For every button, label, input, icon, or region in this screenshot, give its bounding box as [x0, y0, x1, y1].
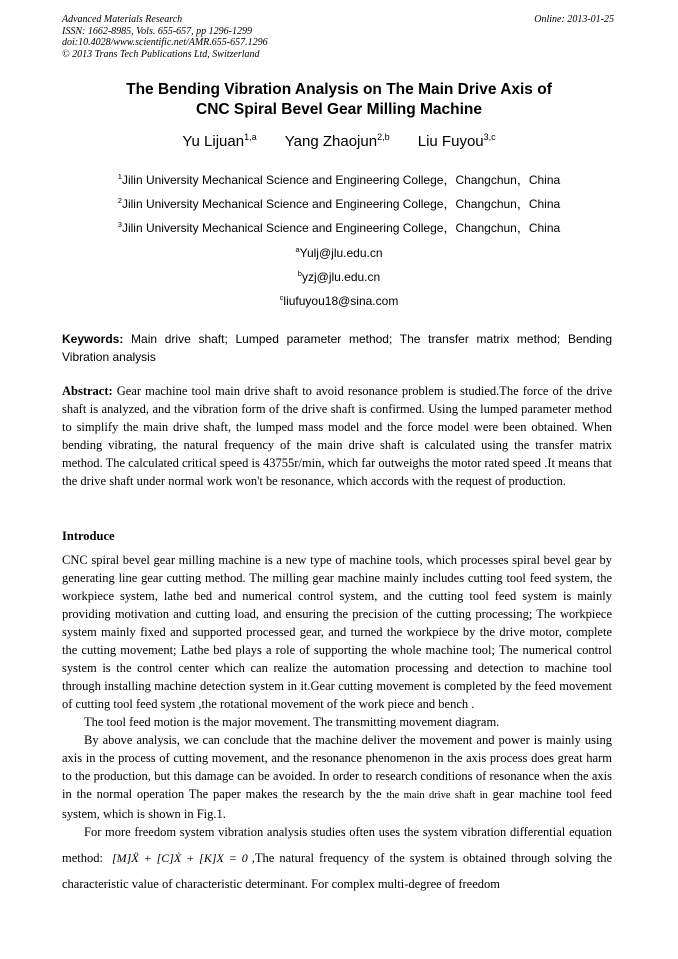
email [0, 245, 678, 260]
keywords-label: Keywords: [62, 332, 124, 346]
keywords [62, 330, 612, 366]
paragraph [62, 731, 612, 823]
affiliation [0, 195, 678, 212]
journal-meta [62, 14, 268, 60]
author-name: Yang Zhaojun [284, 133, 378, 150]
email-text: liufuyou18@sina.com [283, 294, 399, 308]
vibration-equation: [M]Ẍ + [C]Ẋ + [K]X = 0 [112, 851, 248, 865]
affiliation-text: Jilin University Mechanical Science and Engineering College，Changchun，China [121, 197, 561, 211]
author-sup: 2,b [377, 132, 390, 142]
paragraph: The tool feed motion is the major movement. The transmitting movement diagram. [84, 715, 500, 729]
abstract [62, 382, 612, 490]
email-text: Yulj@jlu.edu.cn [299, 246, 383, 260]
paragraph-small-text: the main drive shaft in [386, 790, 488, 801]
abstract-text: Gear machine tool main drive shaft to avoid resonance problem is studied.The force of the drive shaft is analyzed, and the vibration form of the drive shaft is confirmed. Using the lumped parameter method to simplify the main drive shaft, the lumped mass model and the force model were been obtained. When bending vibrating, the natural frequency of the main drive shaft is calculated using the transfer matrix method. The calculated critical speed is 43755r/min, which far outweighs the motor rated speed .It means that the drive shaft under normal work won't be resonance, which accords with the request of production. [62, 384, 612, 488]
affiliation-sup: 1 [117, 172, 122, 181]
email [0, 293, 678, 308]
affiliation [0, 171, 678, 188]
author-list [0, 132, 678, 150]
copyright-line: © 2013 Trans Tech Publications Ltd, Switzerland [62, 48, 260, 60]
author-sup: 1,a [244, 132, 257, 142]
online-date: Online: 2013-01-25 [534, 14, 614, 25]
author [182, 133, 256, 150]
paragraph-text: gear machine tool feed system, which is shown in Fig.1. [62, 787, 612, 821]
author-sup: 3,c [483, 132, 496, 142]
email [0, 269, 678, 284]
email-sup: a [295, 245, 300, 254]
doi-line: doi:10.4028/www.scientific.net/AMR.655-657.1296 [62, 37, 268, 48]
paper-title [0, 80, 678, 120]
author [418, 133, 496, 150]
title-line-1: The Bending Vibration Analysis on The Main Drive Axis of [126, 81, 552, 98]
abstract-label: Abstract: [62, 384, 113, 398]
paragraph [62, 819, 612, 897]
paragraph-text: For more freedom system vibration analysis studies often uses the system vibration differential equation method: [62, 825, 612, 865]
title-line-2: CNC Spiral Bevel Gear Milling Machine [196, 101, 482, 118]
issn-line: ISSN: 1662-8985, Vols. 655-657, pp 1296-1299 [62, 25, 252, 37]
paragraph-text: By above analysis, we can conclude that the machine deliver the movement and power is mainly using axis in the process of cutting movement, and the resonance phenomenon in the axis process does great harm to the production, but this damage can be avoided. In order to research conditions of resonance when the axis in the normal operation The paper makes the research by the [62, 733, 612, 801]
introduce-body [62, 551, 612, 897]
author-name: Liu Fuyou [417, 133, 484, 150]
affiliation-sup: 2 [117, 196, 122, 205]
journal-name: Advanced Materials Research [62, 14, 183, 25]
email-sup: b [297, 269, 302, 278]
affiliation-text: Jilin University Mechanical Science and Engineering College，Changchun，China [121, 173, 561, 187]
author-name: Yu Lijuan [182, 133, 245, 150]
email-sup: c [279, 293, 284, 302]
email-text: yzj@jlu.edu.cn [301, 270, 381, 284]
keywords-text: Main drive shaft; Lumped parameter method; The transfer matrix method; Bending Vibration analysis [62, 332, 612, 364]
affiliation [0, 219, 678, 236]
affiliation-text: Jilin University Mechanical Science and Engineering College，Changchun，China [121, 221, 561, 235]
paragraph-text: ,The natural frequency of the system is obtained through solving the characteristic value of characteristic determinant. For complex multi-degree of freedom [62, 851, 612, 891]
affiliation-sup: 3 [117, 220, 122, 229]
paragraph: CNC spiral bevel gear milling machine is a new type of machine tools, which processes spiral bevel gear by generating line gear cutting method. The milling gear machine mainly includes cutting tool feed system, the workpiece system, lathe bed and numerical control system, and the cutting tool feed system is mainly providing motivation and cutting load, and ensuring the precision of the cutting processing; The workpiece system mainly fixed and supported processed gear, and turned the workpiece by the drive motor, complete the cutting movement; Lathe bed plays a role of supporting the whole machine tool; The numerical control system is the control center which can realize the automation processing and detection to machine tool through installing machine detection system in it.Gear cutting movement is completed by the feed movement of cutting tool feed system ,the rotational movement of the work piece and bench . [62, 553, 612, 711]
section-heading: Introduce [62, 529, 115, 543]
author [285, 133, 390, 150]
